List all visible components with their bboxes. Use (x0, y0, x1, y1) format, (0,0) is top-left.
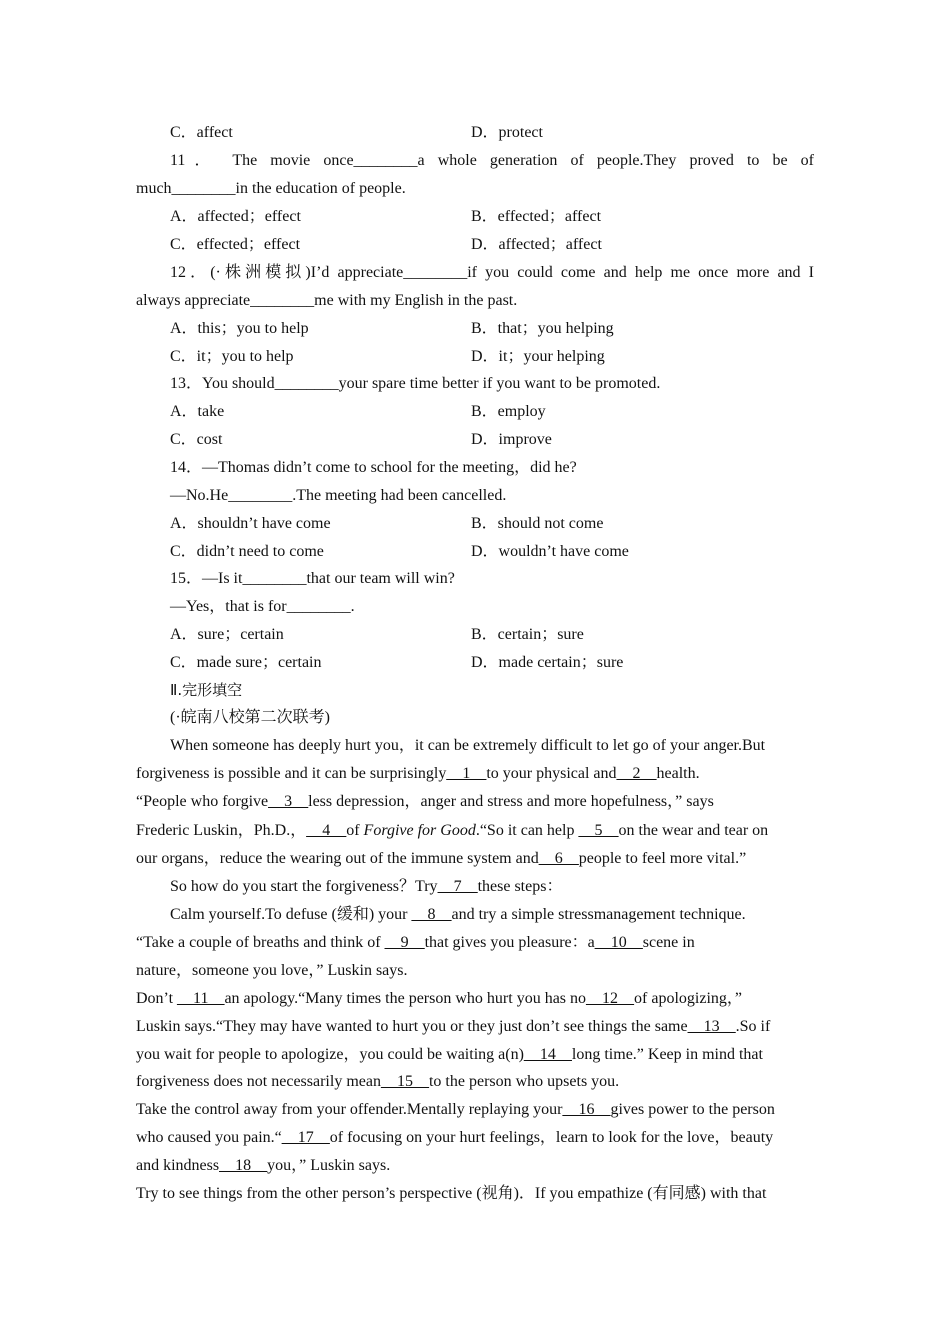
passage-text: health. (656, 765, 700, 782)
blank-10: __10__ (594, 934, 643, 951)
option-c: C．cost (170, 431, 223, 448)
option-c: C．affect (170, 124, 233, 141)
passage-text: Don’t (136, 990, 178, 1007)
passage-text: and try a simple stressmanagement technique. (451, 906, 746, 923)
blank-8: __8__ (411, 906, 452, 923)
section-source: (·皖南八校第二次联考) (170, 709, 330, 726)
passage-text: who caused you pain.“ (136, 1129, 282, 1146)
question-12-cont: always appreciate________me with my English in the past. (136, 292, 518, 309)
passage-text: Calm yourself.To defuse (缓和) your (170, 906, 412, 923)
blank-5: __5__ (578, 822, 619, 839)
passage-line (136, 1041, 814, 1069)
blank-6: __6__ (538, 850, 579, 867)
option-d: D．affected；affect (471, 236, 602, 253)
option-b: B．should not come (471, 515, 604, 532)
option-row (136, 231, 814, 259)
question-13: 13．You should________your spare time better if you want to be promoted. (170, 375, 661, 392)
passage-line: nature，someone you love，” Luskin says. (136, 962, 408, 979)
option-c: C．effected；effect (170, 236, 301, 253)
passage-line (136, 845, 814, 873)
passage-text: So how do you start the forgiveness？Try (170, 878, 438, 895)
passage-text: .So if (735, 1018, 771, 1035)
passage-line: Try to see things from the other person’s perspective (视角)．If you empathize (有同感) with that (136, 1185, 767, 1202)
passage-text: that gives you pleasure：a (424, 934, 595, 951)
passage-line (170, 873, 814, 901)
passage-line (136, 1152, 814, 1180)
passage-text: you，” Luskin says. (267, 1157, 391, 1174)
passage-text: forgiveness is possible and it can be surprisingly (136, 765, 447, 782)
option-d: D．improve (471, 431, 552, 448)
passage-text: forgiveness does not necessarily mean (136, 1073, 381, 1090)
blank-15: __15__ (380, 1073, 429, 1090)
passage-line (136, 1096, 814, 1124)
passage-text: Take the control away from your offender.Mentally replaying your (136, 1101, 563, 1118)
option-c: C．made sure；certain (170, 654, 322, 671)
passage-text: to your physical and (486, 765, 617, 782)
option-b: B．certain；sure (471, 626, 584, 643)
passage-text: “People who forgive (136, 793, 269, 810)
passage-text: you wait for people to apologize，you could be waiting a(n) (136, 1046, 524, 1063)
option-row (136, 538, 814, 566)
passage-text: people to feel more vital.” (578, 850, 747, 867)
option-a: A．take (170, 403, 225, 420)
question-11-cont: much________in the education of people. (136, 180, 406, 197)
option-row (136, 649, 814, 677)
question-15-reply: —Yes，that is for________. (170, 598, 355, 615)
blank-7: __7__ (437, 878, 478, 895)
passage-line: When someone has deeply hurt you，it can be extremely difficult to let go of your anger.But (170, 737, 766, 754)
passage-text: .“So it can help (475, 822, 579, 839)
blank-1: __1__ (446, 765, 487, 782)
blank-14: __14__ (523, 1046, 572, 1063)
option-a: A．sure；certain (170, 626, 284, 643)
option-row (136, 621, 814, 649)
passage-text: Frederic Luskin，Ph.D.， (136, 822, 307, 839)
blank-9: __9__ (384, 934, 425, 951)
passage-text: of focusing on your hurt feelings，learn to look for the love，beauty (329, 1129, 774, 1146)
passage-text: these steps： (477, 878, 563, 895)
passage-line (136, 1013, 814, 1041)
blank-18: __18__ (219, 1157, 268, 1174)
option-d: D．wouldn’t have come (471, 543, 629, 560)
question-11: 11． The movie once________a whole generation of people.They proved to be of (170, 152, 814, 169)
option-row (136, 119, 814, 147)
passage-text: an apology.“Many times the person who hurt you has no (224, 990, 587, 1007)
blank-3: __3__ (268, 793, 309, 810)
option-b: B．effected；affect (471, 208, 602, 225)
option-b: B．employ (471, 403, 546, 420)
passage-line (136, 985, 814, 1013)
question-12: 12．(·株洲模拟)I’d appreciate________if you could come and help me once more and I (170, 264, 814, 281)
passage-text: gives power to the person (610, 1101, 775, 1118)
passage-text: scene in (642, 934, 695, 951)
passage-line (136, 1124, 814, 1152)
blank-4: __4__ (306, 822, 347, 839)
option-a: A．this；you to help (170, 320, 309, 337)
passage-text: to the person who upsets you. (428, 1073, 620, 1090)
passage-text: of apologizing，” (634, 990, 742, 1007)
option-row (136, 203, 814, 231)
option-row (136, 510, 814, 538)
passage-line (170, 901, 814, 929)
passage-text: “Take a couple of breaths and think of (136, 934, 385, 951)
passage-line (136, 1068, 814, 1096)
blank-13: __13__ (687, 1018, 736, 1035)
option-d: D．made certain；sure (471, 654, 624, 671)
question-15: 15．—Is it________that our team will win? (170, 570, 455, 587)
section-heading: Ⅱ.完形填空 (170, 681, 243, 699)
blank-12: __12__ (586, 990, 635, 1007)
passage-line (136, 760, 814, 788)
passage-line (136, 817, 814, 845)
passage-text: of (346, 822, 364, 839)
blank-11: __11__ (177, 990, 225, 1007)
option-row (136, 426, 814, 454)
option-a: A．affected；effect (170, 208, 301, 225)
blank-16: __16__ (562, 1101, 611, 1118)
passage-line (136, 929, 814, 957)
passage-text: our organs，reduce the wearing out of the immune system and (136, 850, 539, 867)
passage-text: long time.” Keep in mind that (571, 1046, 763, 1063)
passage-text: on the wear and tear on (618, 822, 769, 839)
option-c: C．it；you to help (170, 348, 294, 365)
passage-line (136, 788, 814, 816)
option-row (136, 398, 814, 426)
option-d: D．protect (471, 124, 543, 141)
option-row (136, 315, 814, 343)
option-c: C．didn’t need to come (170, 543, 324, 560)
passage-text: less depression，anger and stress and more hopefulness，” says (308, 793, 714, 810)
option-row (136, 343, 814, 371)
option-b: B．that；you helping (471, 320, 614, 337)
option-d: D．it；your helping (471, 348, 605, 365)
question-14-reply: —No.He________.The meeting had been cancelled. (170, 487, 507, 504)
passage-text: and kindness (136, 1157, 220, 1174)
option-a: A．shouldn’t have come (170, 515, 331, 532)
blank-17: __17__ (281, 1129, 330, 1146)
question-14: 14．—Thomas didn’t come to school for the meeting，did he? (170, 459, 577, 476)
book-title: Forgive for Good (363, 822, 476, 839)
blank-2: __2__ (616, 765, 657, 782)
passage-text: Luskin says.“They may have wanted to hurt you or they just don’t see things the same (136, 1018, 688, 1035)
